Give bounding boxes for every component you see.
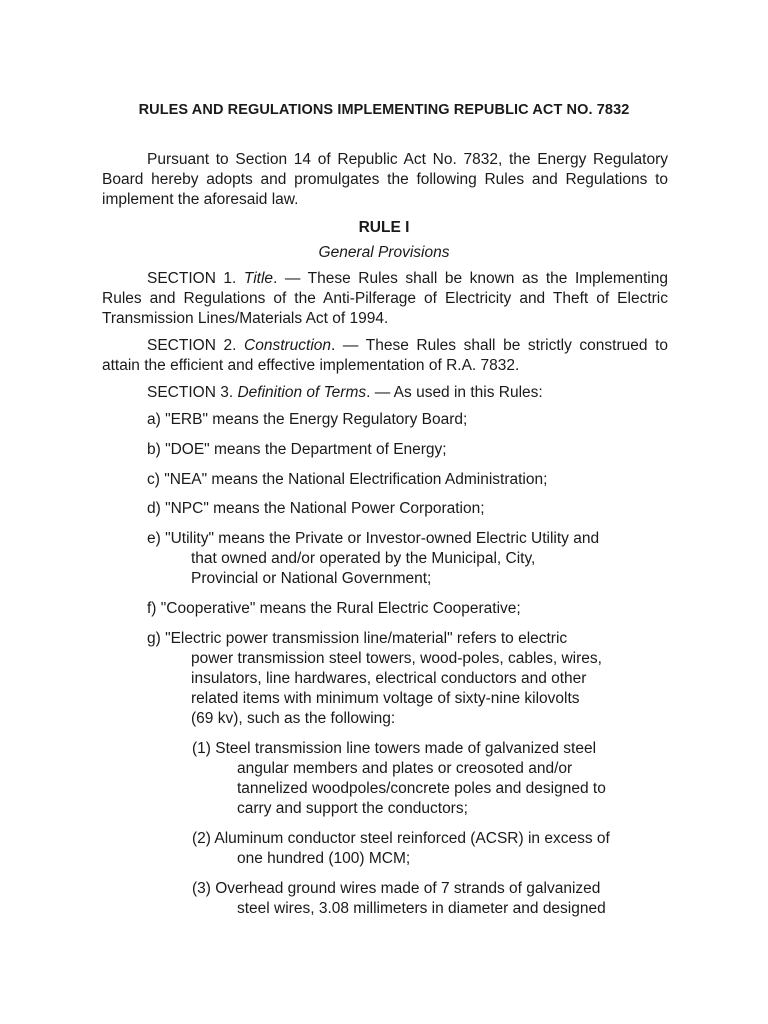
definition-item — [147, 599, 647, 619]
definition-first-line: f) "Cooperative" means the Rural Electric Cooperative; — [147, 600, 521, 617]
rule-heading: RULE I — [358, 219, 410, 236]
definition-item — [147, 499, 647, 519]
sub-item-first-line: (1) Steel transmission line towers made of galvanized steel — [192, 740, 597, 757]
definition-first-line: a) "ERB" means the Energy Regulatory Board; — [147, 411, 468, 428]
rule-subheading: General Provisions — [318, 244, 450, 261]
section-label: SECTION 2. — [147, 337, 237, 354]
section-label: SECTION 3. — [147, 384, 234, 401]
section-title: Definition of Terms — [237, 384, 367, 401]
sub-item — [192, 739, 652, 819]
definition-first-line: g) "Electric power transmission line/material" refers to electric — [147, 630, 568, 647]
definition-item — [147, 529, 647, 589]
sub-item-first-line: (3) Overhead ground wires made of 7 strands of galvanized — [192, 880, 601, 897]
sub-item-continuation: steel wires, 3.08 millimeters in diameter and designed — [237, 900, 606, 917]
section-label: SECTION 1. — [147, 270, 237, 287]
definition-first-line: d) "NPC" means the National Power Corporation; — [147, 500, 485, 517]
definition-continuation: power transmission steel towers, wood-poles, cables, wires, insulators, line hardwares, electrical conductors and other related items with minimum voltage of sixty-nine kilovolts (69 kv), such as the following: — [191, 650, 602, 727]
definition-first-line: b) "DOE" means the Department of Energy; — [147, 441, 447, 458]
section-text: . — These Rules shall be strictly construed to attain the efficient and effective implementation of R.A. 7832. — [102, 337, 668, 374]
definition-item — [147, 440, 647, 460]
definition-item — [147, 629, 647, 729]
section-title: Title — [243, 270, 274, 287]
section-text: . — These Rules shall be known as the Implementing Rules and Regulations of the Anti-Pilferage of Electricity and Theft of Electric Transmission Lines/Materials Act of 1994. — [102, 270, 668, 327]
intro-paragraph: Pursuant to Section 14 of Republic Act No. 7832, the Energy Regulatory Board hereby adopts and promulgates the following Rules and Regulations to implement the aforesaid law. — [102, 151, 668, 208]
section-title: Construction — [244, 337, 332, 354]
definition-continuation: that owned and/or operated by the Municipal, City, Provincial or National Government; — [191, 550, 536, 587]
sub-item — [192, 829, 652, 869]
definition-first-line: c) "NEA" means the National Electrification Administration; — [147, 471, 548, 488]
section-2 — [102, 336, 668, 376]
sub-item — [192, 879, 652, 919]
definition-item — [147, 470, 647, 490]
definition-first-line: e) "Utility" means the Private or Investor-owned Electric Utility and — [147, 530, 600, 547]
document-title: RULES AND REGULATIONS IMPLEMENTING REPUBLIC ACT NO. 7832 — [138, 102, 630, 118]
sub-item-continuation: one hundred (100) MCM; — [237, 850, 411, 867]
section-text: . — As used in this Rules: — [366, 384, 543, 401]
sub-item-continuation: angular members and plates or creosoted and/or tannelized woodpoles/concrete poles and designed to carry and support the conductors; — [237, 760, 606, 817]
section-1 — [102, 269, 668, 329]
section-3 — [102, 383, 668, 403]
sub-item-first-line: (2) Aluminum conductor steel reinforced (ACSR) in excess of — [192, 830, 610, 847]
definition-item — [147, 410, 647, 430]
